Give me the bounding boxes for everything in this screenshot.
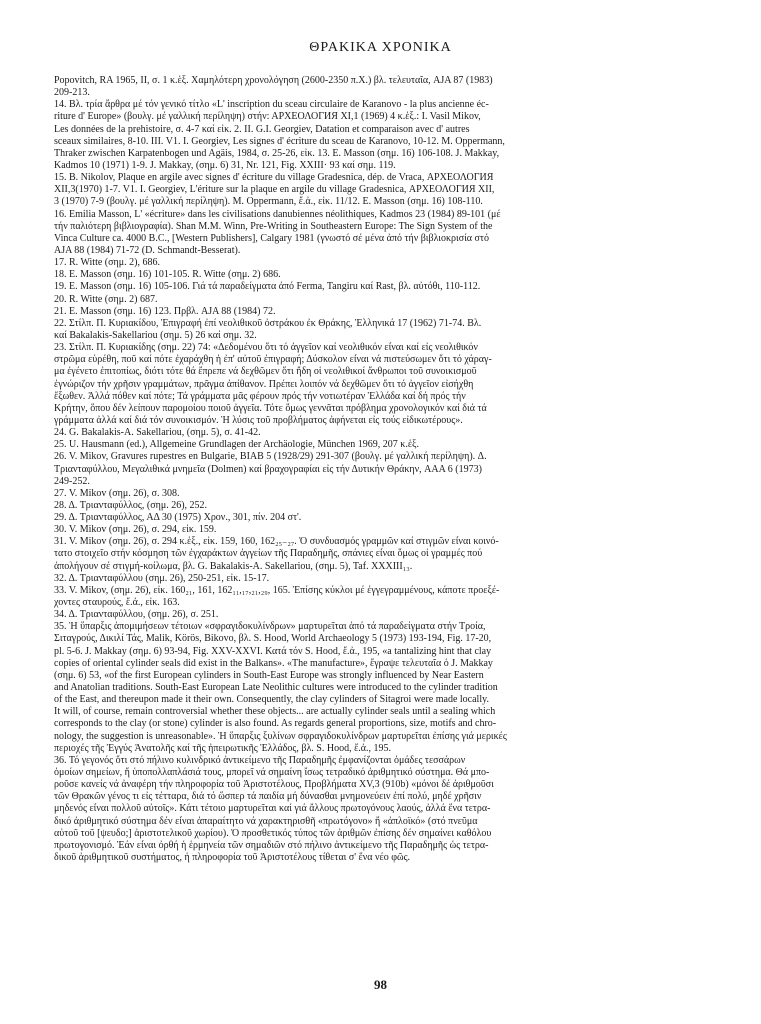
note-line: corresponds to the clay (or stone) cylinder is also found. As regards general proportions, size, motifs and chro-	[54, 718, 497, 730]
note-line: 18. E. Masson (σημ. 16) 101-105. R. Witte (σημ. 2) 686.	[54, 269, 281, 281]
note-line: 29. Δ. Τριανταφύλλος, ΑΔ 30 (1975) Χρον., 301, πίν. 204 στ'.	[54, 512, 302, 524]
note-line: δικό ἀριθμητικό σύστημα δέν εἶναι ἀπαραίτητο νά χαρακτηρισθῆ «πρωτόγονο» ἤ «ἀπλοϊκό» (στό πνεῦμα	[54, 815, 478, 827]
note-line: ἐγνώριζον τήν χρῆσιν γραμμάτων, πρᾶγμα ἀπίθανον. Πρέπει λοιπόν νά δεχθῶμεν ὅτι τό ἀγγεῖον εἰσήχθη	[54, 378, 474, 390]
note-line: 15. B. Nikolov, Plaque en argile avec signes d' écriture du village Gradesnica, dép. de Vraca, ΑΡΧΕΟΛΟГИЯ	[54, 172, 494, 184]
note-line: 209-213.	[54, 87, 90, 99]
note-line: 28. Δ. Τριανταφύλλος, (σημ. 26), 252.	[54, 499, 208, 511]
note-line: XII,3(1970) 1-7. V1. I. Georgiev, L'ériture sur la plaque en argile du village Gradesnica, ΑΡΧΕΟΛΟГИЯ XII,	[54, 184, 495, 196]
note-line: 36. Τό γεγονός ὅτι στό πήλινο κυλινδρικό ἀντικείμενο τῆς Παραδημῆς ἐμφανίζονται ὁμάδες τεσσάρων	[54, 754, 466, 766]
note-line: 20. R. Witte (σημ. 2) 687.	[54, 293, 158, 305]
note-line: περιοχές τῆς Ἐγγύς Ἀνατολῆς καί τῆς ἠπειρωτικῆς Ἑλλάδος, βλ. S. Hood, ἔ.ἀ., 195.	[54, 742, 392, 754]
note-line: copies of oriental cylinder seals did exist in the Balkans». «The manufacture», ἔγραψε τελευταῖα ὁ J. Makkay	[54, 657, 493, 669]
note-line: μηδενός εἶναι πολλοῦ αὐτοῖς». Κάτι τέτοιο μαρτυρεῖται καί γιά ἄλλους πρωτογόνους λαούς, ἀλλά ἕνα τετρα-	[54, 803, 491, 815]
note-line: πρωτογονισμό. Ἐάν εἶναι ὀρθή ἡ ἑρμηνεία τῶν σημαδιῶν στό πήλινο ἀντικείμενο τῆς Παραδημῆς ὡς τετρα-	[54, 839, 489, 851]
note-line: μα ἐγένετο ἐπιτοπίως, διότι τότε θά ἔπρεπε νά δεχθῶμεν ὅτι ἤδη οἱ νεολιθικοί ἄνθρωποι τοῦ συνοικισμοῦ	[54, 366, 477, 378]
note-line: 14. Βλ. τρία ἄρθρα μέ τόν γενικό τίτλο «L' inscription du sceau circulaire de Karanovo - la plus ancienne éc-	[54, 99, 489, 111]
note-line: τῶν Θρακῶν γένος τι εἰς τέτταρα, διά τό ὥσπερ τά παιδία μή δύνασθαι μνημονεύειν ἐπί πολύ, μηδέ χρῆσιν	[54, 791, 482, 803]
note-line: pl. 5-6. J. Makkay (σημ. 6) 93-94, Fig. XXV-XXVI. Κατά τόν S. Hood, ἔ.ἀ., 195, «a tantalizing hint that clay	[54, 645, 492, 657]
note-line: AJA 88 (1984) 71-72 (D. Schmandt-Besserat).	[54, 244, 241, 256]
note-line: sceaux similaires, 8-10. III. V1. I. Georgiev, Les signes d' écriture du sceau de Karanovo, 10-12. M. Oppermann,	[54, 135, 505, 147]
note-line: 249-252.	[54, 475, 90, 487]
note-line: Τριανταφύλλου, Μεγαλιθικά μνημεῖα (Dolmen) καί βραχογραφίαι εἰς τήν Δυτικήν Θράκην, AAA 6 (1973)	[54, 463, 482, 475]
note-line: ὁμοίων σημείων, ἤ ὑποπολλαπλάσιά τους, μπορεῖ νά σημαίνη ἴσως τετραδικό ἀριθμητικό σύστημα. Θά μπο-	[54, 767, 490, 779]
note-line: αὐτοῦ τοῦ [ψευδο;] ἀριστοτελικοῦ χωρίου). Ὁ προσθετικός τύπος τῶν ἀριθμῶν ἐπίσης δέν σημαίνει καθόλου	[54, 827, 492, 839]
note-line: 30. V. Mikov (σημ. 26), σ. 294, εἰκ. 159.	[54, 524, 217, 536]
note-line: of the East, and thereupon made it their own. Consequently, the clay cylinders of Sitagroi were made locally.	[54, 694, 489, 706]
note-line: (σημ. 6) 53, «of the first European cylinders in South-East Europe was strongly influenced by Near Eastern	[54, 669, 484, 681]
note-line: 24. G. Bakalakis-A. Sakellariou, (σημ. 5), σ. 41-42.	[54, 427, 261, 439]
note-line: 16. Emilia Masson, L' «écriture» dans les civilisations danubiennes néolithiques, Kadmos 23 (1984) 89-101 (μέ	[54, 208, 501, 220]
running-head: ΘΡΑΚΙΚΑ ΧΡΟΝΙΚΑ	[309, 40, 452, 55]
note-line: Vinca Culture ca. 4000 B.C., [Western Publishers], Calgary 1981 (γνωστό σέ μένα ἀπό τήν βιβλιοκρισία στό	[54, 232, 489, 244]
page-number: 98	[374, 977, 387, 992]
note-line: δικοῦ ἀριθμητικοῦ συστήματος, ἡ πληροφορία τοῦ Ἀριστοτέλους τίθεται σ' ἕνα νέο φῶς.	[54, 852, 411, 863]
note-line: 34. Δ. Τριανταφύλλου, (σημ. 26), σ. 251.	[54, 609, 219, 621]
note-line: 26. V. Mikov, Gravures rupestres en Bulgarie, BIAB 5 (1928/29) 291-307 (βουλγ. μέ γαλλική περίληψη). Δ.	[54, 451, 487, 463]
note-line: 19. E. Masson (σημ. 16) 105-106. Γιά τά παραδείγματα ἀπό Ferma, Tangiru καί Rast, βλ. αὐτόθι, 110-112.	[54, 281, 481, 293]
note-line: Σιταγρούς, Δικιλί Τάς, Malik, Körös, Bikovo, βλ. S. Hood, World Archaeology 5 (1973) 193-194, Fig. 17-20,	[54, 633, 492, 645]
note-line: and Anatolian traditions. South-East European Late Neolithic cultures were introduced to the cylinder tradition	[54, 682, 498, 694]
note-line: Les données de la prehistoire, σ. 4-7 καί εἰκ. 2. II. G.I. Georgiev, Datation et comparaison avec d' autres	[54, 123, 470, 135]
note-line: 23. Στίλπ. Π. Κυριακίδης (σημ. 22) 74: «Δεδομένου ὅτι τό ἀγγεῖον καί νεολιθικόν εἶναι καί εἰς νεολιθικόν	[54, 342, 478, 354]
note-line: 33. V. Mikov, (σημ. 26), εἰκ. 160₂₁, 161, 162₁₁,₁₇,₂₁,₂₉, 165. Ἐπίσης κύκλοι μέ ἐγγεγραμμένους, κάποτε προεξέ-	[54, 584, 500, 596]
note-line: 35. Ἡ ὕπαρξις ἀπομιμήσεων τέτοιων «σφραγιδοκυλίνδρων» μαρτυρεῖται ἀπό τά παραδείγματα στήν Τροία,	[54, 621, 486, 633]
note-line: 22. Στίλπ. Π. Κυριακίδου, Ἐπιγραφή ἐπί νεολιθικοῦ ὀστράκου ἐκ Θράκης, Ἑλληνικά 17 (1962) 71-74. Βλ.	[54, 317, 482, 329]
note-line: στρῶμα εὑρέθη, ποῦ καί πότε ἐχαράχθη ἡ ἐπ' αὐτοῦ ἐπιγραφή; Δύσκολον εἶναι νά πιστεύσωμεν ὅτι τό χάραγ-	[54, 354, 492, 366]
note-line: τατο στοιχεῖο στήν κόσμηση τῶν ἐγχαράκτων ἀγγείων τῆς Παραδημῆς, σπάνιες εἶναι ὅμως οἱ γραμμές πού	[54, 548, 483, 560]
note-line: 32. Δ. Τριανταφύλλου (σημ. 26), 250-251, εἰκ. 15-17.	[54, 572, 270, 584]
note-line: χοντες σταυρούς, ἔ.ἀ., εἰκ. 163.	[54, 597, 180, 609]
note-line: It will, of course, remain controversial whether these objects... are actually cylinder seals until a sealing which	[54, 706, 496, 718]
note-line: riture d' Europe» (βουλγ. μέ γαλλική περίληψη) στήν: ΑΡΧΕΟΛΟГИЯ XI,1 (1969) 4 κ.ἑξ.: I. Vasil Mikov,	[54, 111, 481, 123]
note-line: Thraker zwischen Karpatenbogen und Agäis, 1984, σ. 25-26, εἰκ. 13. E. Masson (σημ. 16) 106-108. J. Makkay,	[54, 147, 500, 159]
note-line: γράμματα ἀλλά καί διά τόν συνοικισμόν. Ἡ λύσις τοῦ προβλήματος ἀφήνεται εἰς τούς εἰδικωτέρους».	[54, 414, 463, 426]
note-line: Popovitch, RA 1965, II, σ. 1 κ.ἑξ. Χαμηλότερη χρονολόγηση (2600-2350 π.Χ.) βλ. τελευταῖα, AJA 87 (1983)	[54, 75, 493, 86]
note-line: Kadmos 10 (1971) 1-9. J. Makkay, (σημ. 6) 31, Nr. 121, Fig. XXIII· 93 καί σημ. 119.	[54, 159, 396, 171]
note-line: ροῦσε κανείς νά ἀναφέρη τήν πληροφορία τοῦ Ἀριστοτέλους, Προβλήματα XV,3 (910b) «μόνοι δέ ἀριθμοῦσι	[54, 779, 494, 791]
footnotes-block	[54, 75, 714, 864]
note-line: nology, the suggestion is unreasonable». Ἡ ὕπαρξις ξυλίνων σφραγιδοκυλίνδρων μαρτυρεῖται ἐπίσης γιά μερικές	[54, 730, 507, 742]
note-line: 31. V. Mikov (σημ. 26), σ. 294 κ.ἑξ., εἰκ. 159, 160, 162₂₅₋₂₇. Ὁ συνδυασμός γραμμῶν καί στιγμῶν εἶναι κοινό-	[54, 536, 499, 548]
note-line: 3 (1970) 7-9 (βουλγ. μέ γαλλική περίληψη). M. Oppermann, ἔ.ἀ., εἰκ. 11/12. E. Masson (σημ. 16) 108-110.	[54, 196, 483, 208]
note-line: ἔξωθεν. Ἀλλά πόθεν καί πότε; Τά γράμματα μᾶς φέρουν πρός τήν νοτιωτέραν Ἑλλάδα καί δή πρός τήν	[54, 390, 466, 402]
note-line: 25. U. Hausmann (ed.), Allgemeine Grundlagen der Archäologie, München 1969, 207 κ.ἑξ.	[54, 439, 419, 451]
note-line: 21. E. Masson (σημ. 16) 123. Πρβλ. AJA 88 (1984) 72.	[54, 305, 276, 317]
note-line: Κρήτην, ὅπου δέν λείπουν παρομοίου ποιοῦ ἀγγεῖα. Τότε ὅμως γεννᾶται πρόβλημα χρονολογικόν καί διά τά	[54, 402, 487, 414]
note-line: 17. R. Witte (σημ. 2), 686.	[54, 257, 160, 269]
note-line: τήν παλιότερη βιβλιογραφία). Shan M.M. Winn, Pre-Writing in Southeastern Europe: The Sign System of the	[54, 220, 493, 232]
note-line: 27. V. Mikov (σημ. 26), σ. 308.	[54, 487, 180, 499]
note-line: καί Bakalakis-Sakellariou (σημ. 5) 26 καί σημ. 32.	[54, 329, 257, 341]
note-line: ἀπολήγουν σέ στιγμή-κοίλωμα, βλ. G. Bakalakis-A. Sakellariou, (σημ. 5), Taf. XXXIII₁₃.	[54, 560, 413, 572]
